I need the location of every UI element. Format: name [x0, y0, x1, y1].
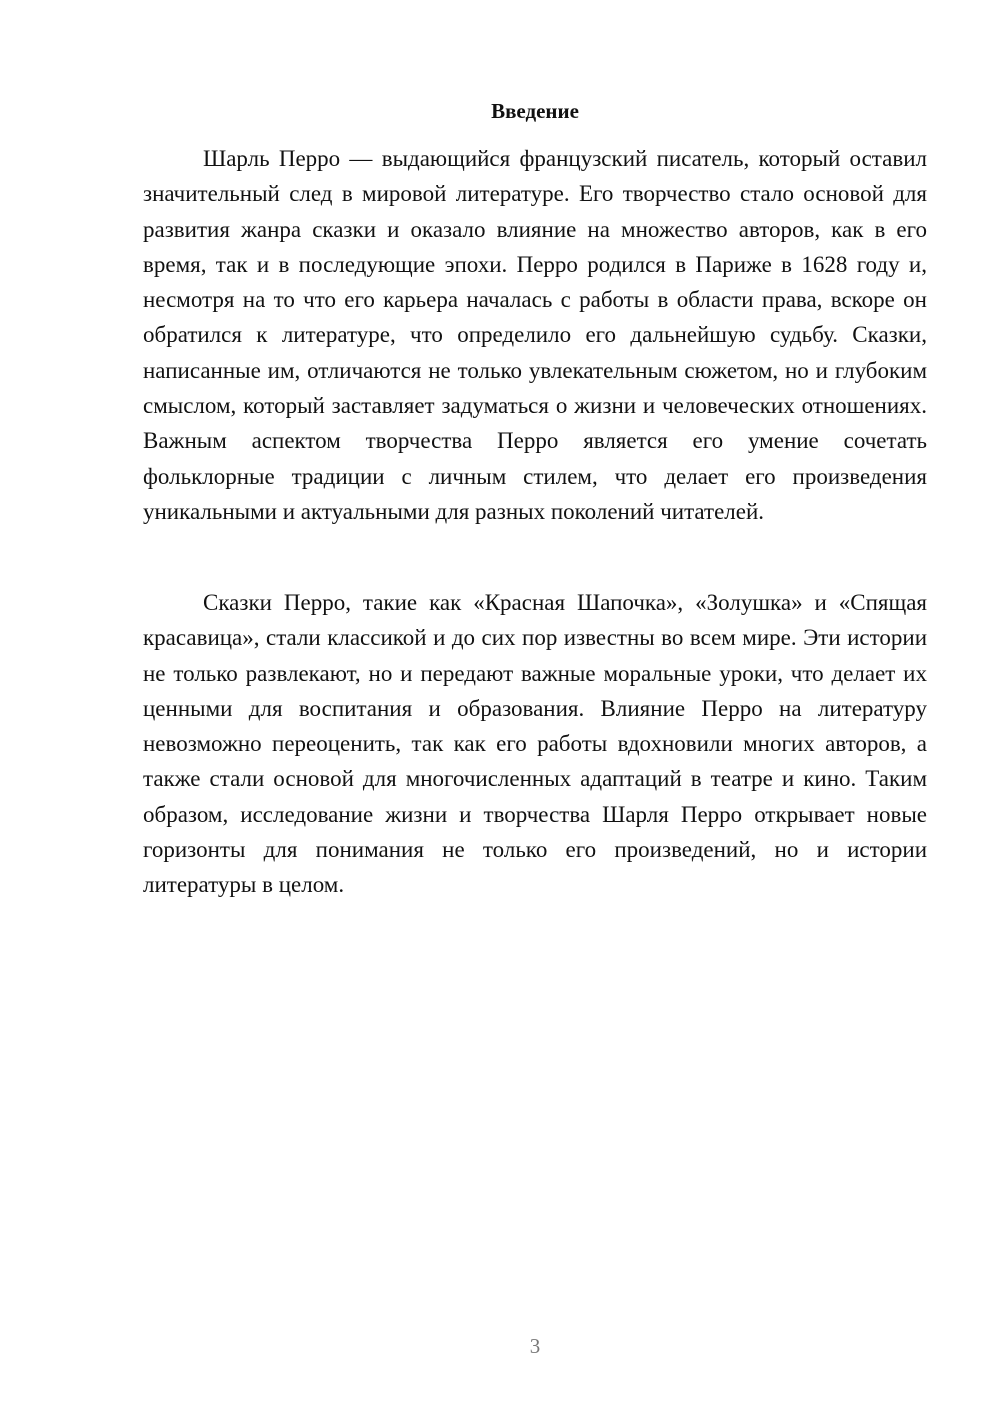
- page-number: 3: [529, 1334, 541, 1358]
- paragraph-intro: Шарль Перро — выдающийся французский писатель, который оставил значительный след в мировой литературе. Его творчество стало основой для развития жанра сказки и оказало влияние на множество авторов, как в его время, так и в последующие эпохи. Перро родился в Париже в 1628 году и, несмотря на то что его карьера началась с работы в области права, вскоре он обратился к литературе, что определило его дальнейшую судьбу. Сказки, написанные им, отличаются не только увлекательным сюжетом, но и глубоким смыслом, который заставляет задуматься о жизни и человеческих отношениях. Важным аспектом творчества Перро является его умение сочетать фольклорные традиции с личным стилем, что делает его произведения уникальными и актуальными для разных поколений читателей.: [143, 146, 927, 524]
- paragraph-fairy-tales: Сказки Перро, такие как «Красная Шапочка», «Золушка» и «Спящая красавица», стали классикой и до сих пор известны во всем мире. Эти истории не только развлекают, но и передают важные моральные уроки, что делает их ценными для воспитания и образования. Влияние Перро на литературу невозможно переоценить, так как его работы вдохновили многих авторов, а также стали основой для многочисленных адаптаций в театре и кино. Таким образом, исследование жизни и творчества Шарля Перро открывает новые горизонты для понимания не только его произведений, но и истории литературы в целом.: [143, 590, 927, 898]
- section-heading: Введение: [491, 99, 579, 123]
